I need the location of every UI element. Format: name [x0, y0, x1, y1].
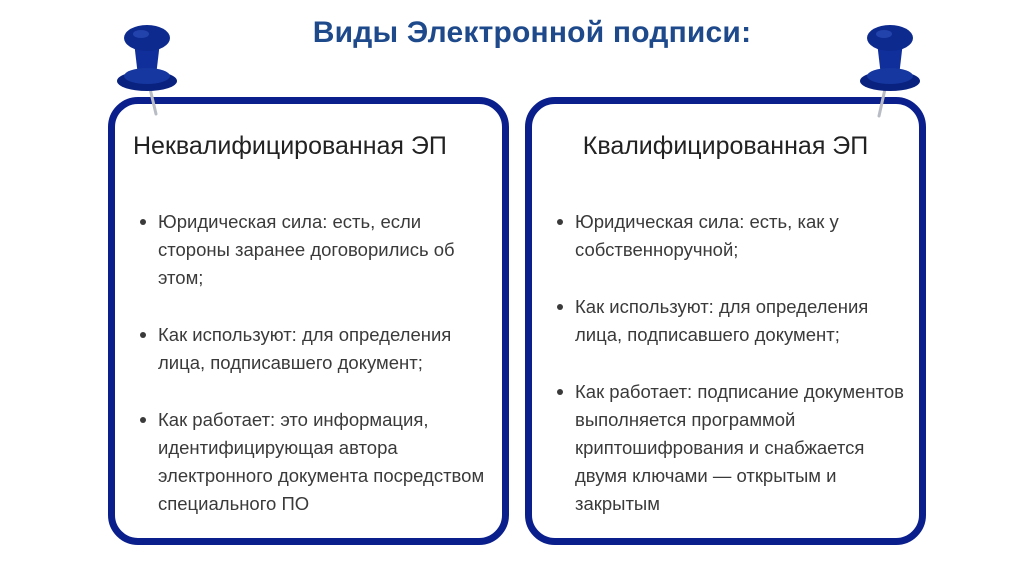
list-item-text: Как используют: для определения лица, подписавшего документ; [158, 324, 452, 373]
card-title: Квалифицированная ЭП [582, 132, 869, 160]
pushpin-icon [112, 22, 182, 122]
card-unqualified-signature [108, 97, 509, 545]
bullet-icon [557, 219, 563, 225]
list-item [556, 208, 909, 264]
feature-list [556, 208, 909, 547]
list-item [139, 208, 492, 292]
bullet-icon [557, 389, 563, 395]
bullet-icon [140, 219, 146, 225]
list-item-text: Юридическая сила: есть, если стороны заранее договорились об этом; [158, 211, 455, 288]
card-qualified-signature [525, 97, 926, 545]
list-item [139, 321, 492, 377]
list-item [556, 293, 909, 349]
list-item-text: Как используют: для определения лица, подписавшего документ; [575, 296, 869, 345]
card-title: Неквалифицированная ЭП [133, 132, 447, 160]
bullet-icon [140, 332, 146, 338]
list-item-text: Как работает: это информация, идентифицирующая автора электронного документа посредством специального ПО [158, 409, 485, 514]
bullet-icon [140, 417, 146, 423]
bullet-icon [557, 304, 563, 310]
feature-list [139, 208, 492, 547]
list-item-text: Юридическая сила: есть, как у собственноручной; [575, 211, 839, 260]
list-item-text: Как работает: подписание документов выполняется программой криптошифрования и снабжается двумя ключами — открытым и закрытым [575, 381, 904, 514]
pushpin-icon [855, 22, 925, 122]
list-item [139, 406, 492, 518]
list-item [556, 378, 909, 518]
page-title: Виды Электронной подписи: [312, 16, 752, 49]
